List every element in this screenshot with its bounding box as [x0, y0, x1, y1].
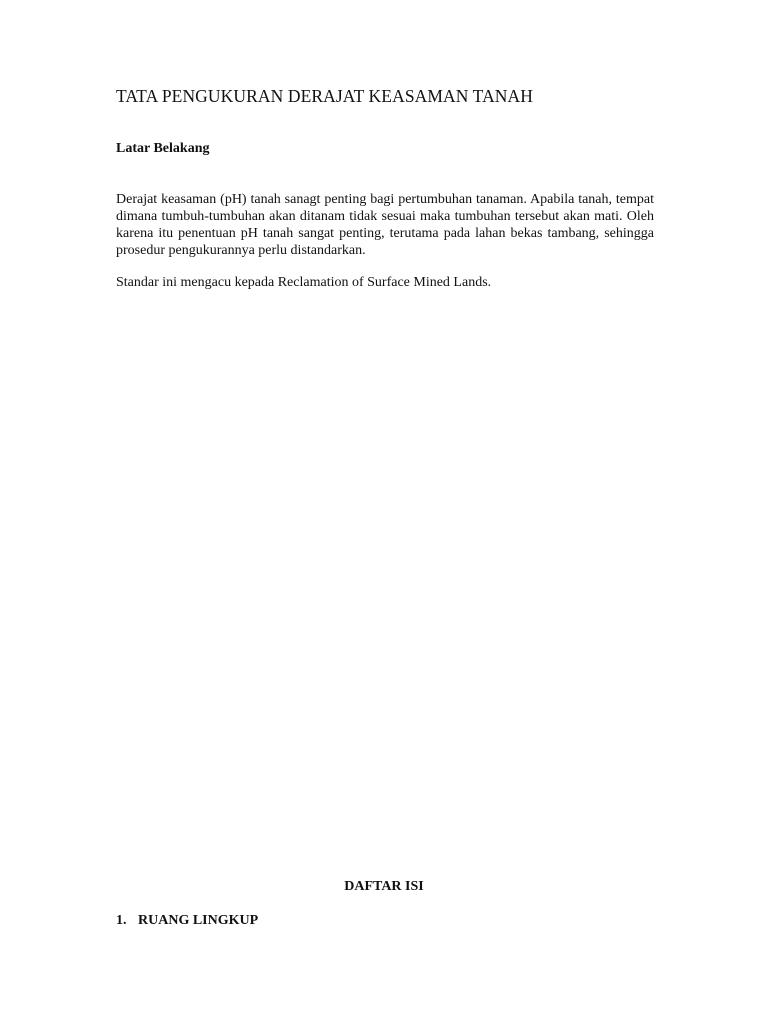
section-1-heading — [116, 913, 258, 929]
intro-paragraph: Derajat keasaman (pH) tanah sanagt penting bagi pertumbuhan tanaman. Apabila tanah, tempat dimana tumbuh-tumbuhan akan ditanam tidak sesuai maka tumbuhan tersebut akan mati. Oleh karena itu penentuan pH tanah sangat penting, terutama pada lahan bekas tambang, sehingga prosedur pengukurannya perlu distandarkan. — [116, 192, 654, 258]
section-1-number: 1. — [116, 913, 127, 928]
section-1-label: RUANG LINGKUP — [138, 913, 259, 928]
document-title: TATA PENGUKURAN DERAJAT KEASAMAN TANAH — [116, 86, 534, 106]
table-of-contents-title: DAFTAR ISI — [344, 879, 424, 894]
section-heading-latar-belakang: Latar Belakang — [116, 141, 210, 156]
reference-paragraph: Standar ini mengacu kepada Reclamation of Surface Mined Lands. — [116, 275, 492, 290]
